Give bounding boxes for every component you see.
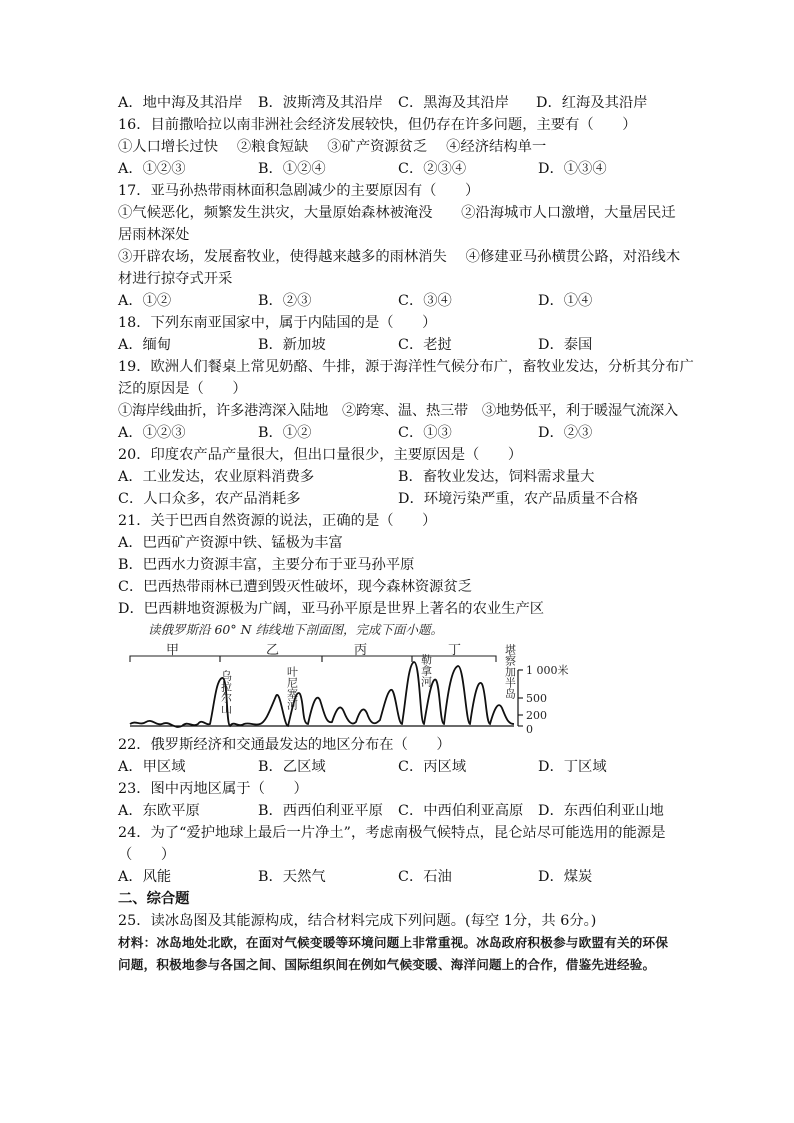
region-bing: 丙 (354, 643, 368, 658)
scale-1000: 1 000米 (526, 664, 569, 677)
q21-option-c[interactable]: C．巴西热带雨林已遭到毁灭性破坏，现今森林资源贫乏 (118, 579, 473, 595)
q24-stem-cont: （ ） (118, 847, 176, 863)
label-yenisei: 叶尼塞河 (285, 666, 299, 710)
q17-item2: ③开辟农场，发展畜牧业，使得越来越多的雨林消失 ④修建亚马孙横贯公路，对沿线木 (118, 249, 681, 265)
scale-ticks (518, 670, 523, 726)
q19-stem: 19．欧洲人们餐桌上常见奶酪、牛排，源于海洋性气候分布广，畜牧业发达，分析其分布广 (118, 359, 694, 375)
q19-stem-cont: 泛的原因是（ ） (118, 381, 247, 397)
q22-option-c[interactable]: C．丙区域 (398, 759, 467, 775)
q24-option-d[interactable]: D．煤炭 (538, 869, 593, 885)
q19-option-b[interactable]: B．①② (258, 425, 312, 441)
q16-stem: 16．目前撒哈拉以南非洲社会经济发展较快，但仍存在许多问题，主要有（ ） (118, 117, 637, 133)
q20-option-b[interactable]: B．畜牧业发达，饲料需求量大 (398, 469, 595, 485)
q17-option-d[interactable]: D．①④ (538, 293, 593, 309)
exam-page (118, 92, 694, 976)
q17-options (118, 290, 678, 312)
q25-stem: 25．读冰岛图及其能源构成，结合材料完成下列问题。(每空 1分，共 6分。) (118, 913, 597, 929)
q17-option-c[interactable]: C．③④ (398, 293, 452, 309)
label-kamchatka: 堪察加半岛 (503, 644, 517, 699)
q18-options (118, 334, 678, 356)
q18-option-d[interactable]: D．泰国 (538, 337, 593, 353)
q16-option-b[interactable]: B．①②④ (258, 161, 326, 177)
q19-option-a[interactable]: A．①②③ (118, 425, 186, 441)
q24-options (118, 866, 678, 888)
q22-stem: 22．俄罗斯经济和交通最发达的地区分布在（ ） (118, 737, 451, 753)
q23-stem: 23．图中丙地区属于（ ） (118, 781, 308, 797)
q20-option-a[interactable]: A．工业发达，农业原料消费多 (118, 469, 315, 485)
q16-option-c[interactable]: C．②③④ (398, 161, 467, 177)
q19-option-d[interactable]: D．②③ (538, 425, 593, 441)
q15-option-b[interactable]: B．波斯湾及其沿岸 (258, 95, 383, 111)
q16-option-a[interactable]: A．①②③ (118, 161, 186, 177)
label-lena: 勒拿河 (419, 654, 433, 687)
q22-option-d[interactable]: D．丁区域 (538, 759, 607, 775)
q25-material: 材料：冰岛地处北欧，在面对气候变暖等环境问题上非常重视。冰岛政府积极参与欧盟有关的环保问题，积极地参与各国之间、国际组织间在例如气候变暖、海洋问题上的合作，借鉴先进经验。 (118, 935, 669, 972)
region-braces (130, 656, 496, 662)
q20-options-row1 (118, 466, 678, 488)
q24-stem: 24．为了“爱护地球上最后一片净土”，考虑南极气候特点，昆仑站尽可能选用的能源是 (118, 825, 666, 841)
q24-option-c[interactable]: C．石油 (398, 869, 452, 885)
q19-items: ①海岸线曲折，许多港湾深入陆地 ②跨寒、温、热三带 ③地势低平，利于暖湿气流深入 (118, 403, 678, 419)
figure-caption: 读俄罗斯沿 60° N 纬线地下剖面图，完成下面小题。 (148, 622, 444, 637)
q19-option-c[interactable]: C．①③ (398, 425, 452, 441)
q23-option-b[interactable]: B．西西伯利亚平原 (258, 803, 383, 819)
q23-option-a[interactable]: A．东欧平原 (118, 803, 200, 819)
q15-option-c[interactable]: C．黑海及其沿岸 (398, 95, 510, 111)
q15-option-a[interactable]: A．地中海及其沿岸 (118, 95, 243, 111)
region-ding: 丁 (448, 643, 462, 658)
q16-options (118, 158, 678, 180)
label-ural: 乌拉尔山 (219, 670, 233, 714)
q20-options-row2 (118, 488, 678, 510)
q21-option-a[interactable]: A．巴西矿产资源中铁、锰极为丰富 (118, 535, 343, 551)
scale-200: 200 (526, 709, 547, 722)
q21-option-b[interactable]: B．巴西水力资源丰富，主要分布于亚马孙平原 (118, 557, 415, 573)
q22-options (118, 756, 678, 778)
q20-option-c[interactable]: C．人口众多，农产品消耗多 (118, 491, 301, 507)
region-jia: 甲 (166, 643, 180, 658)
q18-option-b[interactable]: B．新加坡 (258, 337, 326, 353)
q23-option-c[interactable]: C．中西伯利亚高原 (398, 803, 524, 819)
terrain-profile (130, 662, 514, 727)
section-heading: 二、综合题 (118, 891, 190, 907)
profile-svg (126, 640, 626, 734)
q19-options (118, 422, 678, 444)
q22-option-b[interactable]: B．乙区域 (258, 759, 326, 775)
q22-option-a[interactable]: A．甲区域 (118, 759, 186, 775)
q20-stem: 20．印度农产品产量很大，但出口量很少，主要原因是（ ） (118, 447, 523, 463)
q17-item2-cont: 材进行掠夺式开采 (118, 271, 233, 287)
q23-option-d[interactable]: D．东西伯利亚山地 (538, 803, 664, 819)
scale-0: 0 (526, 723, 533, 734)
q24-option-a[interactable]: A．风能 (118, 869, 172, 885)
q21-option-d[interactable]: D．巴西耕地资源极为广阔，亚马孙平原是世界上著名的农业生产区 (118, 601, 545, 617)
q18-option-c[interactable]: C．老挝 (398, 337, 452, 353)
q16-items: ①人口增长过快 ②粮食短缺 ③矿产资源贫乏 ④经济结构单一 (118, 139, 547, 155)
q18-stem: 18．下列东南亚国家中，属于内陆国的是（ ） (118, 315, 437, 331)
q23-options (118, 800, 678, 822)
russia-profile-figure (126, 640, 626, 734)
q21-stem: 21．关于巴西自然资源的说法，正确的是（ ） (118, 513, 437, 529)
q15-option-d[interactable]: D．红海及其沿岸 (536, 95, 648, 111)
q15-options (118, 92, 678, 114)
q17-item1-cont: 居雨林深处 (118, 227, 190, 243)
q17-item1: ①气候恶化，频繁发生洪灾，大量原始森林被淹没 ②沿海城市人口激增，大量居民迁 (118, 205, 676, 221)
q17-stem: 17．亚马孙热带雨林面积急剧减少的主要原因有（ ） (118, 183, 480, 199)
q20-option-d[interactable]: D．环境污染严重，农产品质量不合格 (398, 491, 639, 507)
scale-500: 500 (526, 692, 547, 705)
q17-option-a[interactable]: A．①② (118, 293, 172, 309)
q24-option-b[interactable]: B．天然气 (258, 869, 326, 885)
q18-option-a[interactable]: A．缅甸 (118, 337, 172, 353)
region-yi: 乙 (266, 643, 280, 658)
q17-option-b[interactable]: B．②③ (258, 293, 312, 309)
q16-option-d[interactable]: D．①③④ (538, 161, 607, 177)
